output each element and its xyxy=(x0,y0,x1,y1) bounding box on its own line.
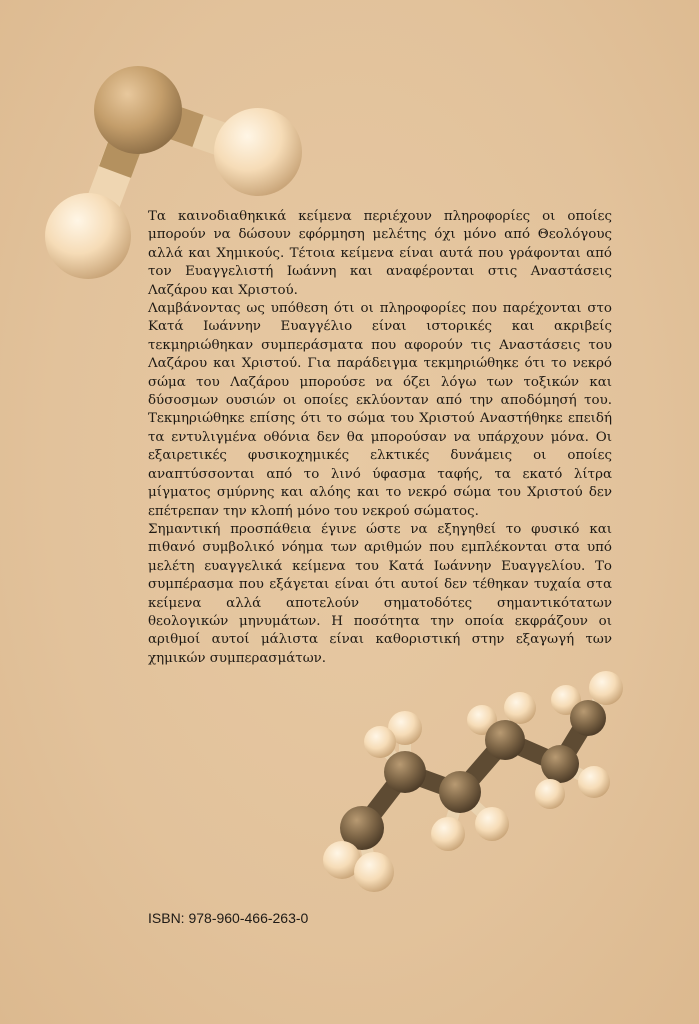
paragraph-1: Τα καινοδιαθηκικά κείμενα περιέχουν πληροφορίες οι οποίες μπορούν να δώσουν εφόρμηση μελέτης όχι μόνο από Θεολόγους αλλά και Χημικούς. Τέτοια κείμενα είναι αυτά που γράφονται από τον Ευαγγελιστή Ιωάννη και αναφέρονται στις Αναστάσεις Λαζάρου και Χριστού. xyxy=(148,209,612,298)
molecule-bottom-right xyxy=(323,671,623,892)
isbn-label: ISBN: 978-960-466-263-0 xyxy=(148,910,309,926)
back-cover-blurb xyxy=(148,208,612,668)
paragraph-3: Σημαντική προσπάθεια έγινε ώστε να εξηγηθεί το φυσικό και πιθανό συμβολικό νόημα των αριθμών που εμπλέκονται στα υπό μελέτη ευαγγελικά κείμενα του Κατά Ιωάννην Ευαγγελίου. Το συμπέρασμα που εξάγεται είναι ότι αυτοί δεν τέθηκαν τυχαία στα κείμενα αλλά αποτελούν σηματοδότες σημαντικότατων θεολογικών μηνυμάτων. Η ποσότητα την οποία εκφράζουν οι αριθμοί αυτοί μάλιστα είναι καθοριστική στην εξαγωγή των χημικών συμπερασμάτων. xyxy=(148,521,612,666)
paragraph-2: Λαμβάνοντας ως υπόθεση ότι οι πληροφορίες που παρέχονται στο Κατά Ιωάννην Ευαγγέλιο είναι ιστορικές και ακριβείς τεκμηριώθηκαν συμπεράσματα που αφορούν τις Αναστάσεις του Λαζάρου και Χριστού. Για παράδειγμα τεκμηριώθηκε ότι το νεκρό σώμα του Λαζάρου μπορούσε να όζει λόγω των τοξικών και δύσοσμων ουσιών οι οποίες εκλύονταν από την αποδόμησή του. Τεκμηριώθηκε επίσης ότι το σώμα του Χριστού Αναστήθηκε επειδή τα εντυλιγμένα οθόνια δεν θα μπορούσαν να υπάρχουν μόνα. Οι εξαιρετικές φυσικοχημικές ελκτικές δυνάμεις οι οποίες αναπτύσσονται από το λινό ύφασμα ταφής, τα εκατό λίτρα μίγματος σμύρνης και αλόης και το νεκρό σώμα του Χριστού δεν επέτρεπαν την κλοπή μόνο του νεκρού σώματος. xyxy=(148,301,612,519)
